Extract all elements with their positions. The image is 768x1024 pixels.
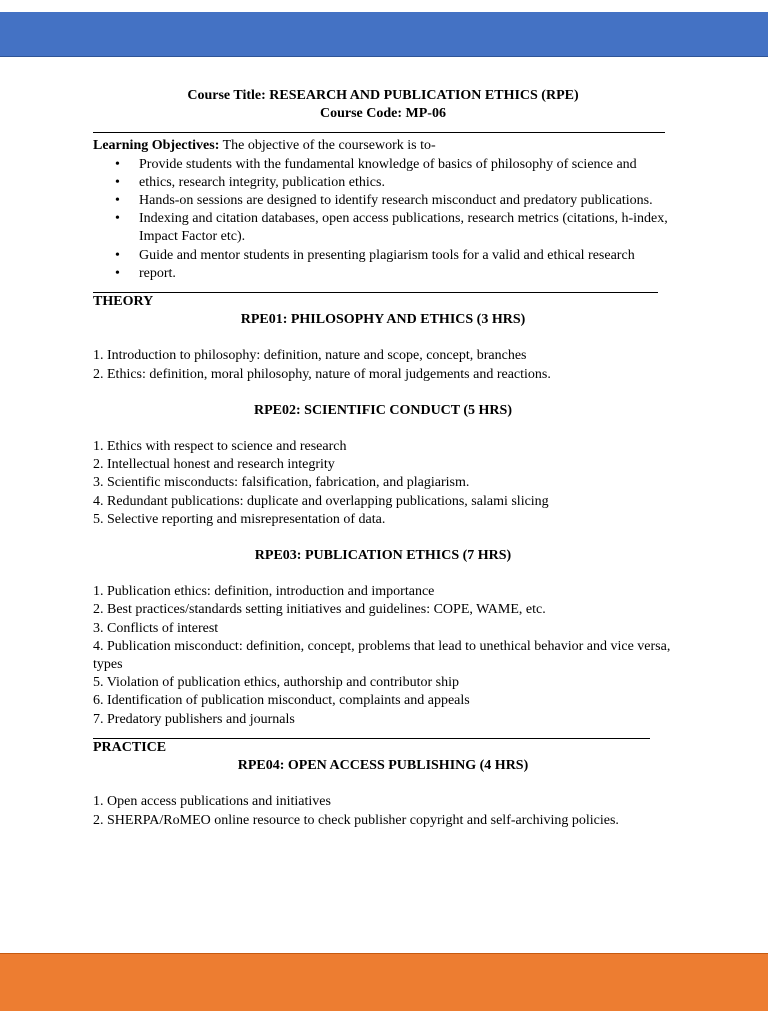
list-item: 5. Selective reporting and misrepresentation of data. [93,511,386,527]
section-title-rpe01: RPE01: PHILOSOPHY AND ETHICS (3 HRS) [240,312,526,328]
section-title-rpe02: RPE02: SCIENTIFIC CONDUCT (5 HRS) [254,402,512,418]
objective-item: • Guide and mentor students in presenting plagiarism tools for a valid and ethical research [93,247,673,265]
practice-label: PRACTICE [93,739,167,755]
section-title-rpe04: RPE04: OPEN ACCESS PUBLISHING (4 HRS) [237,758,529,774]
objectives-list [93,156,673,283]
learning-objectives [93,137,673,155]
objective-item: • report. [93,265,673,283]
footer-band [0,953,768,1011]
list-item: 1. Open access publications and initiatives [93,794,331,810]
section-title-rpe03: RPE03: PUBLICATION ETHICS (7 HRS) [254,548,512,564]
list-item: 3. Conflicts of interest [93,620,219,636]
list-item: 4. Redundant publications: duplicate and overlapping publications, salami slicing [93,493,549,509]
list-item: 5. Violation of publication ethics, authorship and contributor ship [93,675,459,691]
list-item: 1. Ethics with respect to science and research [93,439,347,455]
list-item: 4. Publication misconduct: definition, concept, problems that lead to unethical behavior and vice versa, types [93,638,671,673]
section-items-rpe01 [93,347,673,383]
document-body [93,87,673,830]
list-item: 1. Publication ethics: definition, introduction and importance [93,584,435,600]
list-item: 7. Predatory publishers and journals [93,711,295,727]
course-title: Course Title: RESEARCH AND PUBLICATION ETHICS (RPE) [187,88,579,103]
list-item: 2. Ethics: definition, moral philosophy, nature of moral judgements and reactions. [93,366,551,382]
header-band [0,12,768,57]
list-item: 2. Best practices/standards setting initiatives and guidelines: COPE, WAME, etc. [93,602,546,618]
objective-item: • ethics, research integrity, publication ethics. [93,174,673,192]
divider-top [93,132,665,133]
course-code: Course Code: MP-06 [320,106,446,122]
section-items-rpe03 [93,583,673,729]
section-items-rpe04 [93,793,673,829]
theory-label: THEORY [93,294,154,310]
list-item: 2. SHERPA/RoMEO online resource to check publisher copyright and self-archiving policies. [93,812,619,828]
objective-item: • Provide students with the fundamental knowledge of basics of philosophy of science and [93,156,673,174]
list-item: 2. Intellectual honest and research integrity [93,457,335,473]
objectives-intro: The objective of the coursework is to- [219,138,436,154]
list-item: 1. Introduction to philosophy: definition, nature and scope, concept, branches [93,348,527,364]
section-items-rpe02 [93,438,673,529]
list-item: 6. Identification of publication misconduct, complaints and appeals [93,693,470,709]
list-item: 3. Scientific misconducts: falsification, fabrication, and plagiarism. [93,475,470,491]
objective-item: • Hands-on sessions are designed to identify research misconduct and predatory publications. [93,192,673,210]
objectives-label: Learning Objectives: [93,138,220,154]
objective-item: • Indexing and citation databases, open access publications, research metrics (citations, h-index, Impact Factor etc). [93,210,673,246]
